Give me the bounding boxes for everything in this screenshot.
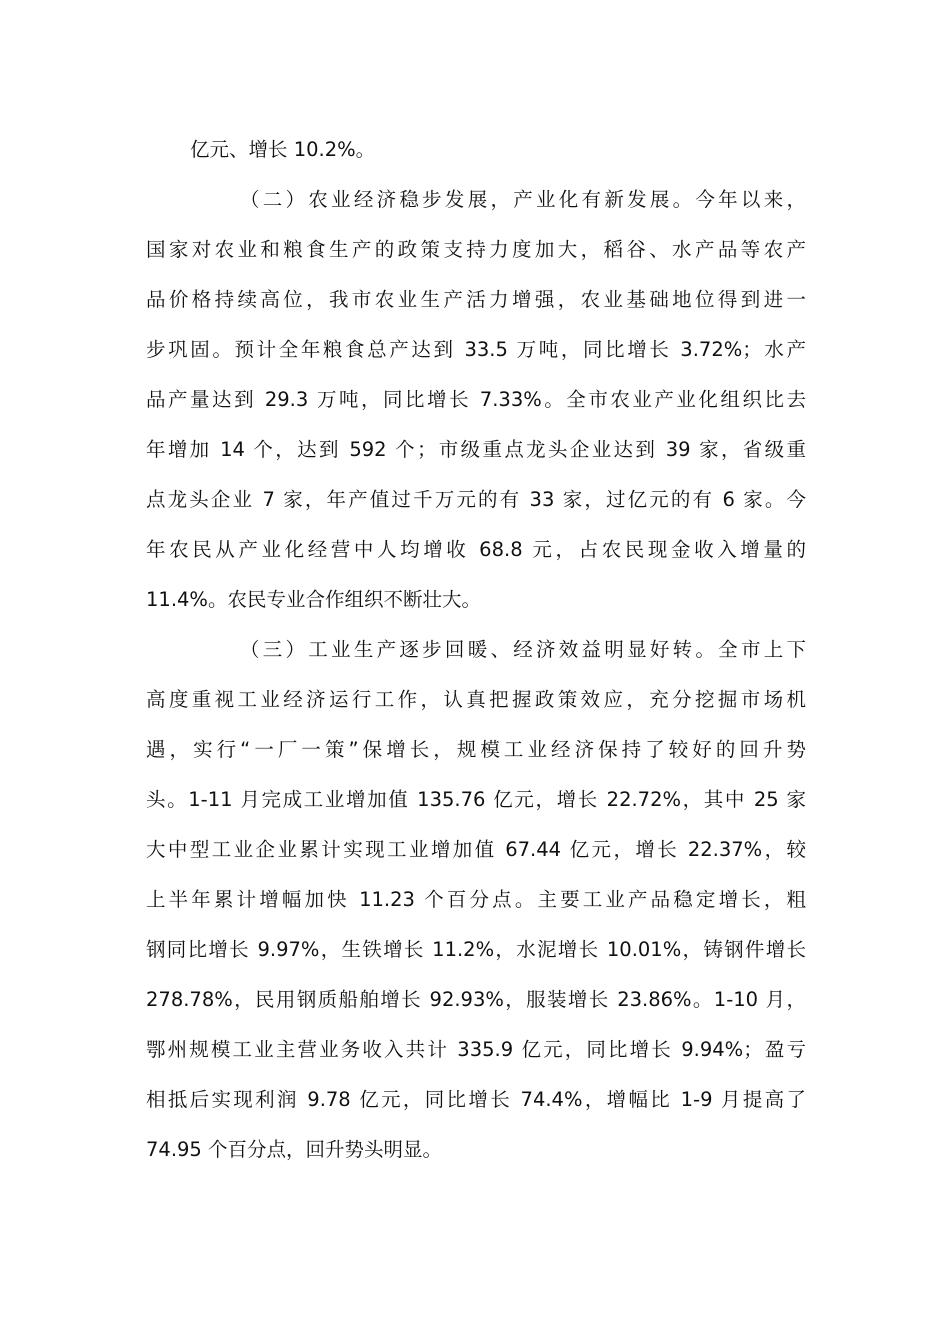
text-line: 11.4%。农民专业合作组织不断壮大。 — [146, 588, 481, 611]
text-line: 74.95 个百分点，回升势头明显。 — [146, 1138, 443, 1161]
text-line: 头。1-11 月完成工业增加值 135.76 亿元，增长 22.72%，其中 25 家 — [146, 788, 806, 811]
text-line: 年农民从产业化经营中人均增收 68.8 元，占农民现金收入增量的 — [146, 538, 806, 561]
section-heading-industry: （三）工业生产逐步回暖、经济效益明显好转。全市上下 — [240, 638, 806, 661]
text-line: 上半年累计增幅加快 11.23 个百分点。主要工业产品稳定增长，粗 — [146, 888, 806, 911]
text-line: 鄂州规模工业主营业务收入共计 335.9 亿元，同比增长 9.94%；盈亏 — [146, 1038, 806, 1061]
text-line: 品价格持续高位，我市农业生产活力增强，农业基础地位得到进一 — [146, 288, 806, 311]
text-line: 钢同比增长 9.97%，生铁增长 11.2%，水泥增长 10.01%，铸钢件增长 — [146, 938, 806, 961]
text-line: 亿元、增长 10.2%。 — [190, 138, 376, 161]
text-line: 点龙头企业 7 家，年产值过千万元的有 33 家，过亿元的有 6 家。今 — [146, 488, 806, 511]
text-line: 品产量达到 29.3 万吨，同比增长 7.33%。全市农业产业化组织比去 — [146, 388, 806, 411]
text-line: 步巩固。预计全年粮食总产达到 33.5 万吨，同比增长 3.72%；水产 — [146, 338, 806, 361]
text-line: 278.78%，民用钢质船舶增长 92.93%，服装增长 23.86%。1-10 月， — [146, 988, 806, 1011]
text-line: 高度重视工业经济运行工作，认真把握政策效应，充分挖掘市场机 — [146, 688, 806, 711]
text-line: 遇，实行“一厂一策”保增长，规模工业经济保持了较好的回升势 — [146, 738, 806, 761]
text-line: 大中型工业企业累计实现工业增加值 67.44 亿元，增长 22.37%，较 — [146, 838, 806, 861]
section-heading-agriculture: （二）农业经济稳步发展，产业化有新发展。今年以来， — [240, 188, 806, 211]
text-line: 年增加 14 个，达到 592 个；市级重点龙头企业达到 39 家，省级重 — [146, 438, 806, 461]
text-line: 相抵后实现利润 9.78 亿元，同比增长 74.4%，增幅比 1-9 月提高了 — [146, 1088, 806, 1111]
text-line: 国家对农业和粮食生产的政策支持力度加大，稻谷、水产品等农产 — [146, 238, 806, 261]
